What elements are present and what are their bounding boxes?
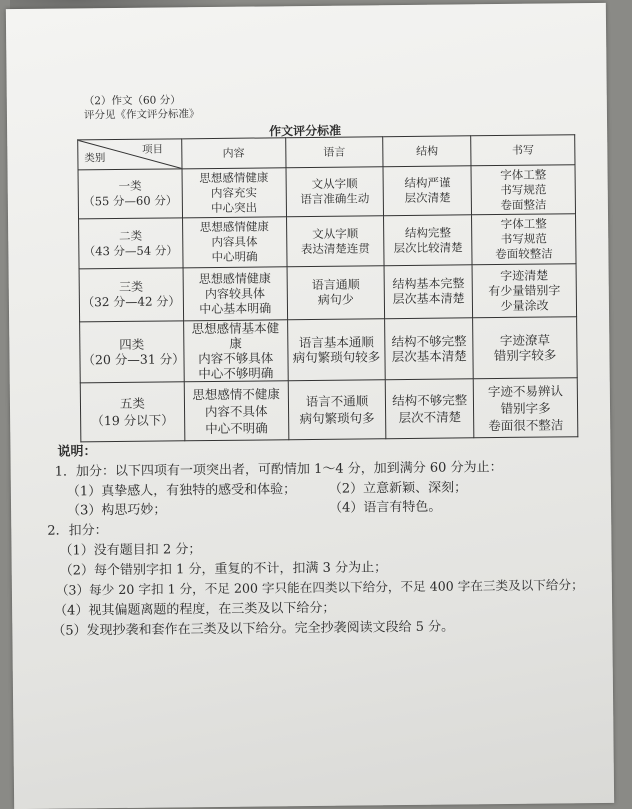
note-bonus-3: （3）构思巧妙；	[67, 502, 167, 519]
cell-text: 结构不够完整	[391, 333, 467, 350]
column-header-structure: 结构	[383, 136, 471, 167]
language-cell	[287, 266, 385, 320]
note-bonus: 1．加分：以下四项有一项突出者，可酌情加 1～4 分，加到满分 60 分为止：	[54, 459, 503, 480]
cell-text: 卷面很不整洁	[488, 416, 564, 433]
cell-text: 层次基本清楚	[391, 348, 467, 365]
category-name: 二类	[119, 228, 143, 243]
section-heading: （2）作文（60 分）	[83, 94, 181, 108]
category-cell	[80, 321, 184, 383]
cell-text: 语言通顺	[311, 277, 360, 292]
category-name: 四类	[119, 336, 145, 352]
score-range: （43 分—54 分）	[83, 242, 178, 258]
structure-cell	[383, 166, 471, 216]
cell-text: 中心不够明确	[198, 365, 274, 382]
structure-cell	[384, 265, 472, 319]
category-cell	[78, 169, 182, 219]
note-deduction-1: （1）没有题目扣 2 分；	[59, 542, 202, 559]
cell-text: 病句繁琐句多	[299, 410, 375, 427]
language-cell	[288, 380, 386, 440]
structure-cell	[385, 318, 473, 380]
section-subheading: 评分见《作文评分标准》	[83, 108, 200, 122]
cell-text: 结构严谨	[404, 175, 451, 190]
content-cell	[183, 320, 287, 382]
table-row	[80, 378, 578, 442]
cell-text: 思想感情健康	[199, 219, 269, 235]
table-row	[79, 214, 576, 269]
scoring-table	[77, 134, 578, 442]
cell-text: 字迹潦草	[499, 332, 550, 349]
cell-text: 中心不明确	[205, 419, 268, 436]
cell-text: 病句少	[317, 292, 354, 307]
structure-cell	[384, 215, 472, 266]
column-header-language: 语言	[285, 137, 383, 168]
scanned-paper	[6, 3, 614, 809]
content-cell	[182, 217, 286, 268]
score-range: （20 分—31 分）	[82, 351, 185, 368]
category-name: 一类	[118, 178, 142, 193]
content-cell	[182, 168, 286, 218]
cell-text: 卷面较整洁	[495, 246, 553, 262]
cell-text: 结构不够完整	[392, 392, 468, 409]
content-cell	[183, 267, 287, 321]
cell-text: 字体工整	[500, 167, 547, 182]
cell-text: 少量涂改	[500, 297, 549, 313]
cell-text: 内容充实	[210, 185, 258, 200]
category-name: 五类	[119, 395, 145, 411]
note-bonus-2: （2）立意新颖、深刻；	[328, 480, 468, 497]
category-name: 三类	[119, 279, 144, 294]
language-cell	[286, 216, 384, 267]
table-row	[80, 317, 578, 383]
cell-text: 字迹清楚	[500, 267, 549, 283]
notes-title: 说明：	[57, 444, 97, 460]
table-row	[78, 165, 575, 219]
note-bonus-1: （1）真挚感人，有独特的感受和体验；	[66, 482, 297, 500]
cell-text: 内容不具体	[204, 402, 268, 419]
cell-text: 字体工整	[500, 216, 547, 231]
cell-text: 字迹不易辨认	[487, 382, 564, 399]
cell-text: 病句繁琐句较多	[292, 349, 381, 366]
cell-text: 内容具体	[211, 234, 258, 250]
score-range: （55 分—60 分）	[83, 193, 178, 209]
note-deduction-5: （5）发现抄袭和套作在三类及以下给分。完全抄袭阅读文段给 5 分。	[52, 619, 455, 639]
cell-text: 书写规范	[500, 182, 547, 197]
note-deduction-2: （2）每个错别字扣 1 分，重复的不计，扣满 3 分为止；	[59, 560, 388, 579]
cell-text: 文从字顺	[312, 225, 359, 241]
table-corner-cell	[78, 139, 182, 170]
content-cell	[184, 381, 288, 441]
cell-text: 中心明确	[211, 249, 258, 265]
cell-text: 文从字顺	[311, 176, 358, 191]
score-range: （32 分—42 分）	[82, 294, 181, 310]
cell-text: 思想感情健康	[199, 169, 269, 185]
cell-text: 结构基本完整	[392, 276, 465, 292]
writing-cell	[472, 214, 576, 265]
cell-text: 思想感情基本健康	[191, 320, 280, 351]
writing-cell	[473, 317, 577, 379]
cell-text: 层次基本清楚	[392, 291, 465, 307]
cell-text: 内容不够具体	[198, 350, 274, 367]
cell-text: 语言准确生动	[300, 191, 370, 207]
cell-text: 层次不清楚	[398, 409, 462, 426]
category-cell	[79, 268, 183, 322]
cell-text: 错别字多	[500, 399, 551, 416]
category-cell	[80, 382, 184, 442]
writing-cell	[471, 165, 575, 215]
score-range: （19 分以下）	[91, 412, 174, 429]
column-header-writing: 书写	[471, 135, 575, 166]
table-row	[79, 264, 577, 322]
language-cell	[287, 319, 385, 381]
cell-text: 语言基本通顺	[298, 334, 374, 351]
note-deduction-4: （4）视其偏题离题的程度，在三类及以下给分；	[54, 600, 336, 619]
cell-text: 结构完整	[404, 225, 452, 240]
cell-text: 表达清楚连贯	[300, 240, 370, 256]
cell-text: 语言不通顺	[305, 393, 369, 410]
column-header-content: 内容	[182, 138, 286, 169]
cell-text: 有少量错别字	[488, 282, 561, 298]
category-cell	[79, 218, 183, 269]
note-bonus-4: （4）语言有特色。	[328, 499, 442, 516]
cell-text: 书写规范	[500, 231, 547, 246]
cell-text: 内容较具体	[204, 285, 266, 301]
language-cell	[286, 167, 384, 217]
writing-cell	[473, 378, 577, 438]
structure-cell	[386, 379, 474, 439]
writing-cell	[472, 264, 576, 318]
table-title: 作文评分标准	[269, 123, 342, 139]
cell-text: 层次比较清楚	[393, 239, 463, 255]
cell-text: 错别字较多	[493, 347, 557, 364]
cell-text: 中心突出	[211, 200, 258, 215]
note-deduction-3: （3）每少 20 字扣 1 分，不足 200 字只能在四类以下给分，不足 400 字在三类及以下给分；	[55, 577, 584, 598]
cell-text: 中心基本明确	[199, 300, 272, 316]
cell-text: 思想感情不健康	[192, 385, 280, 402]
corner-label-item: 项目	[142, 143, 164, 156]
cell-text: 层次清楚	[404, 190, 451, 205]
corner-label-category: 类别	[84, 152, 106, 165]
note-deduction: 2．扣分：	[47, 523, 108, 539]
cell-text: 卷面整洁	[500, 197, 547, 212]
cell-text: 思想感情健康	[198, 270, 271, 286]
